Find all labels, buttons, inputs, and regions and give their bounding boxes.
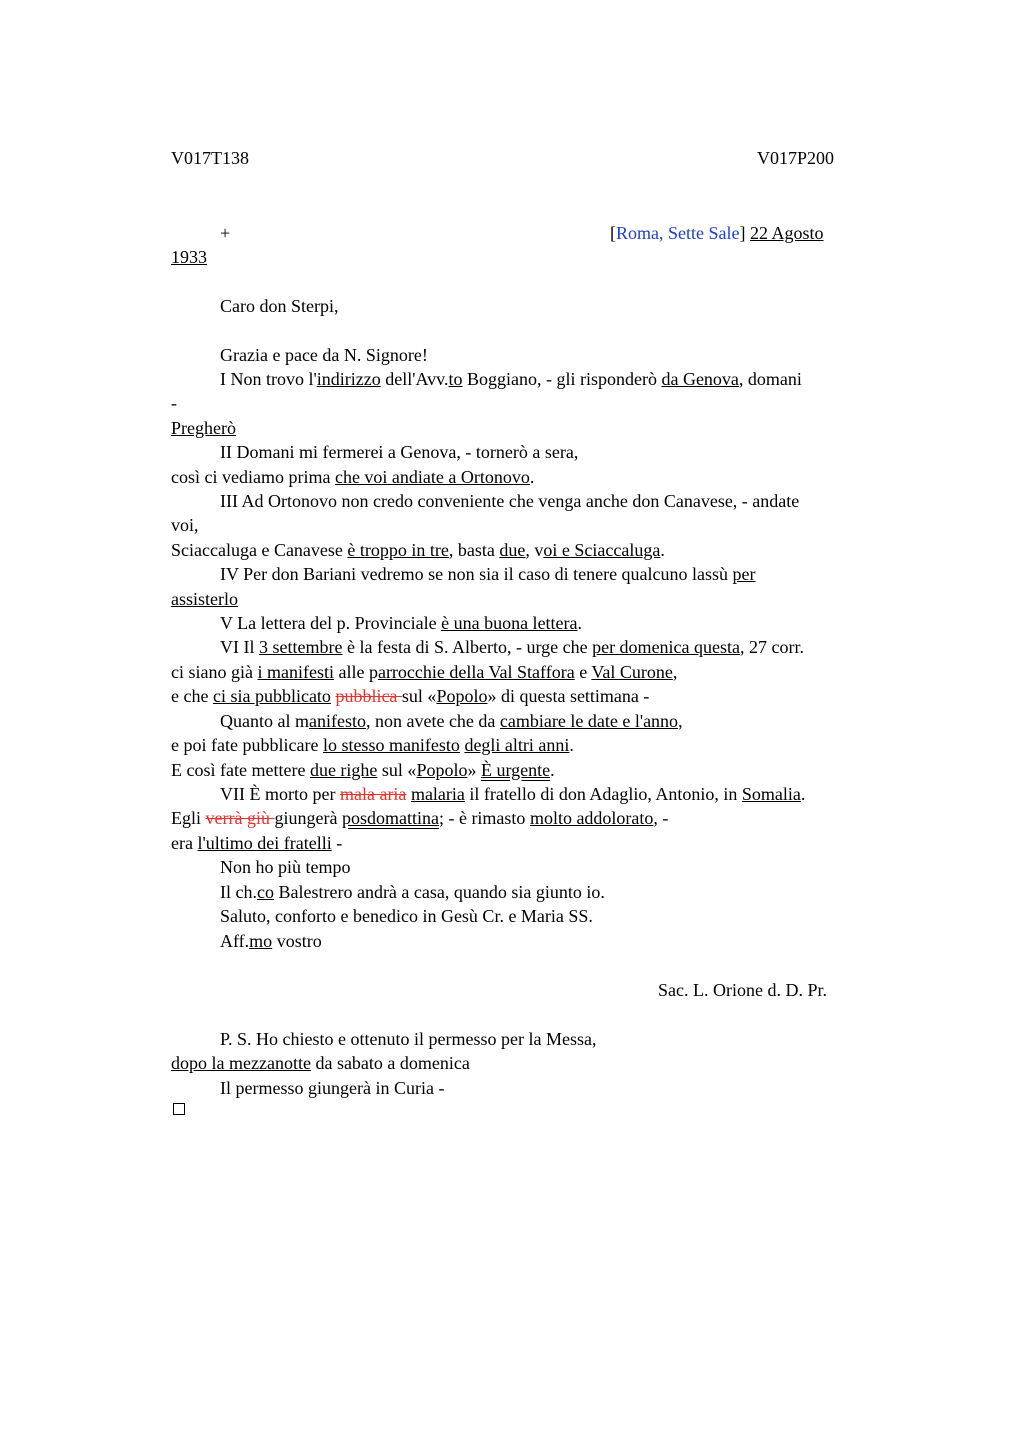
cross-mark: + [220,223,231,243]
paragraph-1-line-1: I Non trovo l'indirizzo dell'Avv.to Boggiano, - gli risponderò da Genova, domani [220,369,802,389]
paragraph-3-line-2: voi, [171,515,199,535]
end-of-document-box [173,1103,185,1115]
closing-blessing: Saluto, conforto e benedico in Gesù Cr. e Maria SS. [220,906,593,926]
paragraph-1-line-3: Pregherò [171,418,236,438]
place-name: Roma, Sette Sale [616,223,740,243]
date: 22 Agosto [749,223,824,243]
paragraph-7-line-3: E così fate mettere due righe sul «Popolo» È urgente. [171,760,555,780]
deleted-text: pubblica [335,686,402,706]
paragraph-6-line-1: VI Il 3 settembre è la festa di S. Alberto, - urge che per domenica questa, 27 corr. [220,637,804,657]
paragraph-8-line-2: Egli verrà giù giungerà posdomattina; - è rimasto molto addolorato, - [171,808,669,828]
deleted-text: mala aria [339,784,407,804]
paragraph-4-line-2: assisterlo [171,589,238,609]
paragraph-2-line-2: così ci vediamo prima che voi andiate a Ortonovo. [171,467,535,487]
paragraph-8-line-1: VII È morto per mala aria malaria il fratello di don Adaglio, Antonio, in Somalia. [220,784,806,804]
paragraph-6-line-2: ci siano già i manifesti alle parrocchie della Val Staffora e Val Curone, [171,662,678,682]
signature: Sac. L. Orione d. D. Pr. [658,980,827,1000]
dateline: [Roma, Sette Sale] 22 Agosto [610,223,824,243]
paragraph-8-line-3: era l'ultimo dei fratelli - [171,833,343,853]
deleted-text: verrà giù [205,808,275,828]
paragraph-3-line-1: III Ad Ortonovo non credo conveniente che venga anche don Canavese, - andate [220,491,800,511]
paragraph-2-line-1: II Domani mi fermerei a Genova, - tornerò a sera, [220,442,579,462]
postscript-line-2: dopo la mezzanotte da sabato a domenica [171,1053,470,1073]
salutation: Caro don Sterpi, [220,296,339,316]
postscript-line-1: P. S. Ho chiesto e ottenuto il permesso per la Messa, [220,1029,597,1049]
header-right-code: V017P200 [757,148,835,168]
date-year: 1933 [171,247,207,267]
postscript-line-3: Il permesso giungerà in Curia - [220,1078,445,1098]
paragraph-4-line-1: IV Per don Bariani vedremo se non sia il caso di tenere qualcuno lassù per [220,564,756,584]
greeting: Grazia e pace da N. Signore! [220,345,428,365]
paragraph-5: V La lettera del p. Provinciale è una buona lettera. [220,613,583,633]
header-left-code: V017T138 [171,148,249,168]
closing-no-time: Non ho più tempo [220,857,351,877]
paragraph-6-line-3: e che ci sia pubblicato pubblica sul «Popolo» di questa settimana - [171,686,650,706]
paragraph-7-line-1: Quanto al manifesto, non avete che da cambiare le date e l'anno, [220,711,683,731]
paragraph-1-line-2: - [171,393,177,413]
closing-affectionately: Aff.mo vostro [220,931,322,951]
paragraph-3-line-3: Sciaccaluga e Canavese è troppo in tre, basta due, voi e Sciaccaluga. [171,540,665,560]
paragraph-7-line-2: e poi fate pubblicare lo stesso manifesto degli altri anni. [171,735,574,755]
closing-cleric: Il ch.co Balestrero andrà a casa, quando sia giunto io. [220,882,605,902]
